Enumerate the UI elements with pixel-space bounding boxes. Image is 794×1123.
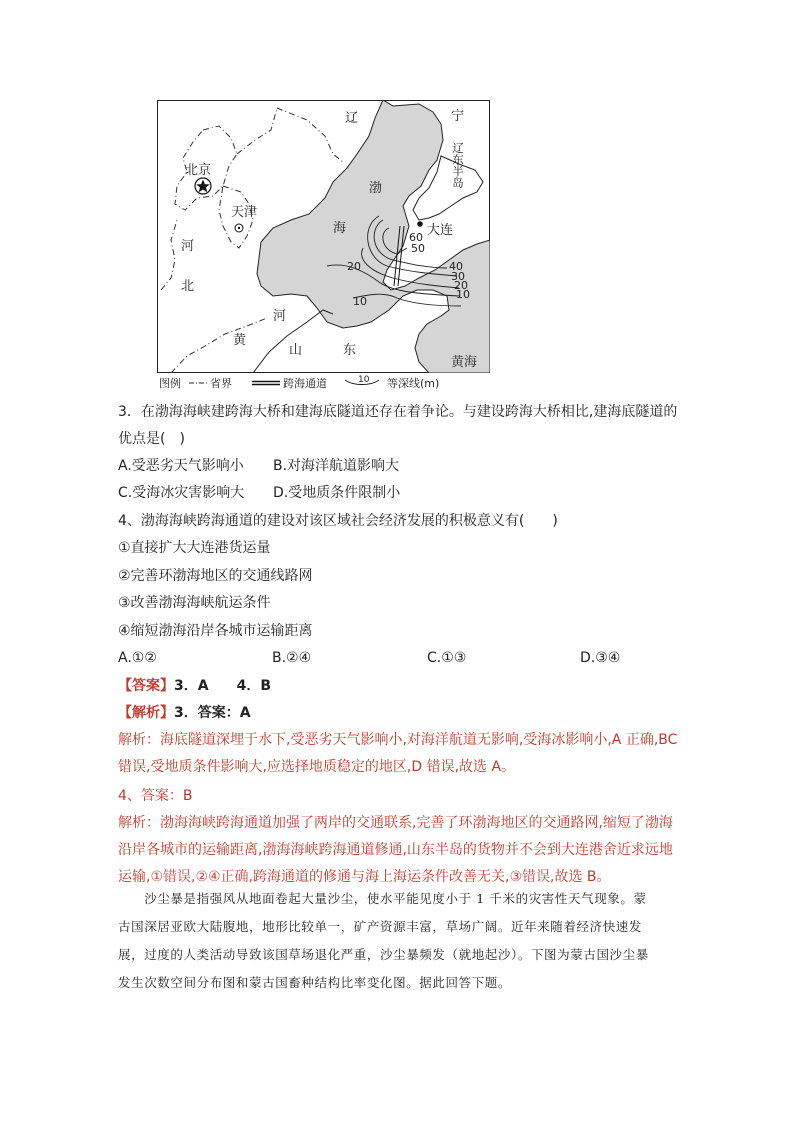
q3-answer-head: 3．答案：A	[174, 705, 251, 721]
passage-line-1: 沙尘暴是指强风从地面卷起大量沙尘，使水平能见度小于 1 千米的灾害性天气现象。蒙	[118, 891, 647, 906]
q3-option-c[interactable]: C.受海冰灾害影响大	[118, 485, 245, 501]
q4-analysis-part-b: ①错误,②④正确,	[150, 869, 254, 885]
label-bo: 渤	[369, 181, 383, 196]
bohai-strait-map	[157, 100, 490, 373]
q3-option-a[interactable]: A.受恶劣天气影响小	[118, 458, 244, 474]
legend-isobath-icon	[345, 376, 379, 391]
q4-analysis-line3	[118, 867, 611, 887]
label-hai: 海	[333, 221, 347, 236]
q3-options-row2	[118, 483, 400, 503]
q4-stem: 4、渤海海峡跨海通道的建设对该区域社会经济发展的积极意义有( )	[118, 513, 558, 529]
q4-statement-2: ②完善环渤海地区的交通线路网	[118, 568, 313, 584]
q3-option-d[interactable]: D.受地质条件限制小	[273, 485, 401, 501]
q3-option-b[interactable]: B.对海洋航道影响大	[273, 458, 400, 474]
answer-tag: 【答案】	[118, 678, 174, 694]
q4-option-d[interactable]: D.③④	[580, 650, 621, 666]
legend-channel-label: 跨海通道	[283, 377, 327, 390]
q4-answer-head: 4、答案：B	[118, 788, 193, 804]
q4-analysis-part-a: 运输,	[118, 869, 151, 885]
q4-statement-3: ③改善渤海海峡航运条件	[118, 595, 271, 611]
analysis-line	[118, 703, 251, 723]
q4-option-b[interactable]: B.②④	[272, 650, 312, 666]
q4-analysis-line2: 沿岸各城市的运输距离,渤海海峡跨海通道修通,山东半岛的货物并不会到大连港舍近求远地	[118, 842, 673, 858]
passage-line-4: 发生次数空间分布图和蒙古国畜种结构比率变化图。据此回答下题。	[118, 975, 512, 990]
q4-statement-4: ④缩短渤海沿岸各城市运输距离	[118, 623, 313, 639]
q4-option-c[interactable]: C.①③	[427, 650, 467, 666]
depth-label: 40	[449, 260, 463, 273]
q4-option-a[interactable]: A.①②	[118, 650, 157, 666]
passage-line-2: 古国深居亚欧大陆腹地，地形比较单一，矿产资源丰富，草场广阔。近年来随着经济快速发	[118, 919, 643, 934]
q3-options-row1	[118, 456, 399, 476]
q3-analysis-line2: 错误,受地质条件影响大,应选择地质稳定的地区,D 错误,故选 A。	[118, 759, 516, 775]
label-bei: 北	[181, 279, 195, 294]
label-dong: 东	[343, 343, 357, 358]
q3-stem-line1: 3．在渤海海峡建跨海大桥和建海底隧道还存在着争论。与建设跨海大桥相比,建海底隧道的	[118, 404, 678, 420]
label-liao: 辽	[345, 111, 359, 126]
label-tianjin: 天津	[231, 205, 258, 220]
depth-label: 60	[409, 231, 423, 244]
depth-label: 50	[411, 242, 425, 255]
label-shan: 山	[289, 343, 303, 358]
q4-options-row	[118, 648, 620, 668]
depth-label: 10	[456, 288, 470, 301]
depth-label: 20	[454, 279, 468, 292]
legend-province-line-icon	[189, 377, 207, 390]
label-liaodong-peninsula: 辽东半岛	[451, 142, 465, 188]
map-legend	[159, 375, 439, 391]
q4-analysis-part-d: ③错误,	[509, 869, 555, 885]
legend-isobath-label: 等深线(m)	[386, 377, 440, 390]
label-he2: 河	[273, 309, 287, 324]
answer-line	[118, 676, 271, 696]
label-dalian: 大连	[427, 223, 454, 238]
answer-text: 3．A 4．B	[174, 678, 271, 694]
q4-statement-1: ①直接扩大大连港货运量	[118, 540, 271, 556]
depth-label: 30	[451, 270, 465, 283]
analysis-tag: 【解析】	[118, 705, 174, 721]
dalian-city-icon	[417, 221, 423, 227]
legend-isobath-sample: 10	[358, 375, 370, 385]
depth-label: 20	[347, 260, 361, 273]
q4-analysis-part-c: 跨海通道的修通与海上海运条件改善无关,	[253, 869, 510, 885]
q3-stem-line2: 优点是( )	[118, 431, 185, 447]
q4-analysis-line1: 解析：渤海海峡跨海通道加强了两岸的交通联系,完善了环渤海地区的交通路网,缩短了渤海	[118, 815, 673, 831]
label-yellow-sea: 黄海	[451, 355, 478, 370]
label-beijing: 北京	[185, 163, 212, 178]
label-huang: 黄	[233, 333, 247, 348]
q3-analysis-line1: 解析：海底隧道深埋于水下,受恶劣天气影响小,对海洋航道无影响,受海冰影响小,A 正确,BC	[118, 732, 678, 748]
depth-label: 10	[353, 295, 367, 308]
passage-line-3: 展，过度的人类活动导致该国草场退化严重，沙尘暴频发（就地起沙）。下图为蒙古国沙尘暴	[118, 947, 649, 962]
label-he1: 河	[181, 239, 195, 254]
q4-analysis-part-e: 故选 B。	[554, 869, 611, 885]
legend-province-label: 省界	[210, 377, 232, 390]
legend-title: 图例	[159, 377, 181, 390]
label-ning: 宁	[451, 109, 465, 124]
legend-channel-icon	[252, 377, 280, 390]
